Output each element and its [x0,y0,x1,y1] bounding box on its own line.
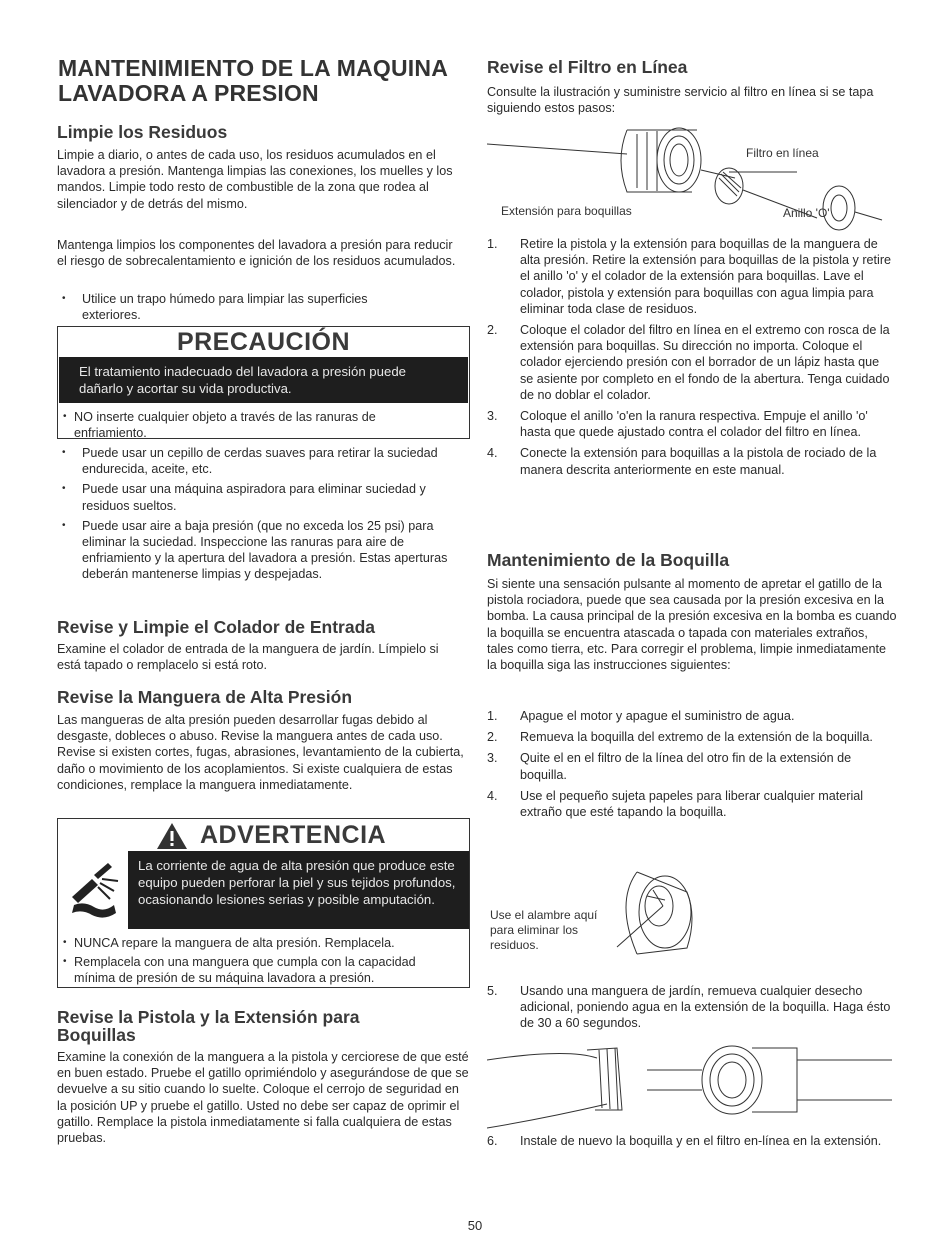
boquilla-paragraph: Si siente una sensación pulsante al momento de apretar el gatillo de la pistola rociadora, puede que sea causada por la presión excesiva en la bomba. La causa principal de la presión excesiva en la bomba es cuando la boquilla se encuentra atascada o tapada con materiales extraños, tales como tierra, etc. Para corregir el problema, limpie inmediatamente la boquilla siga las instrucciones siguientes: [487,577,897,673]
list-item: 6. Instale de nuevo la boquilla y en el filtro en-línea en la extensión. [487,1134,882,1148]
boquilla-steps-5 [487,983,895,1037]
colador-paragraph: Examine el colador de entrada de la manguera de jardín. Límpielo si está tapado o remplacelo si está roto. [57,642,439,673]
residuos-paragraph-2: Mantenga limpios los componentes del lavadora a presión para reducir el riesgo de sobrecalentamiento e ignición de los residuos acumulados. [57,238,456,269]
heading-pistola: Revise la Pistola y la Extensión para Boquillas [57,1007,360,1045]
warning-triangle-icon [156,822,188,850]
list-item: 2. Remueva la boquilla del extremo de la extensión de la boquilla. [487,730,873,745]
heading-limpie-residuos: Limpie los Residuos [57,122,228,142]
manguera-paragraph: Las mangueras de alta presión pueden desarrollar fugas debido al desgaste, dobleces o abuso. Revise la manguera antes de cada uso. Revise si existen cortes, fugas, abrasiones, levantamiento de la cubierta, daño o movimiento de los acoplamientos. Si existe cualquiera de estas condiciones, remplace la manguera inmediatamente. [57,713,464,792]
list-item: • Utilice un trapo húmedo para limpiar las superficies exteriores. [57,291,427,323]
advertencia-bullets [58,935,453,987]
nozzle-illustration [487,862,717,972]
label-filtro-en-linea: Filtro en línea [746,146,819,160]
list-item: 2. Coloque el colador del filtro en línea en el extremo con rosca de la extensión para boquillas. Su dirección no importa. Coloque el colador ejerciendo presión con el borrador de un lápiz hasta que se asiente por completo en el fondo de la abertura. Tenga cuidado de no doblar el colador. [487,323,890,402]
heading-manguera: Revise la Manguera de Alta Presión [57,687,353,707]
page-number: 50 [467,1218,483,1233]
residuos-bullet-list [57,291,427,323]
list-item: 1. Retire la pistola y la extensión para boquillas de la manguera de alta presión. Retire la extensión para boquillas de la pistola y retire el anillo 'o' y el colador de la extensión para boquillas. Lave el colador, pistola y extensión para boquillas con agua limpia para eliminar toda clase de residuos. [487,237,892,316]
boquilla-steps-6 [487,1133,895,1154]
skin-injection-hazard-icon [64,857,122,923]
precaucion-box [57,326,470,439]
list-item: • Puede usar aire a baja presión (que no exceda los 25 psi) para eliminar la suciedad. Inspeccione las ranuras para aire de enfriamiento y la apertura del lavadora a presión. Estas aperturas deberán mantenerse limpias y despejadas. [57,518,452,583]
cleaning-bullet-list [57,445,452,583]
list-item: • Puede usar una máquina aspiradora para eliminar suciedad y residuos sueltos. [57,481,452,513]
advertencia-message: La corriente de agua de alta presión que produce este equipo pueden perforar la piel y sus tejidos profundos, ocasionando lesiones serias y posible amputación. [128,851,469,929]
label-extension: Extensión para boquillas [501,204,632,218]
list-item: • NO inserte cualquier objeto a través de las ranuras de enfriamiento. [58,409,438,441]
precaucion-message: El tratamiento inadecuado del lavadora a presión puede dañarlo y acortar su vida productiva. [59,357,468,403]
filtro-paragraph: Consulte la ilustración y suministre servicio al filtro en línea si se tapa siguiendo estos pasos: [487,85,874,116]
pistola-paragraph: Examine la conexión de la manguera a la pistola y cerciorese de que esté en buen estado. Pruebe el gatillo oprimiéndolo y asegurándose de que se devuelve a su sitio cuando lo suelte. Coloque el cerrojo de seguridad en la posición UP y pruebe el gatillo. Usted no debe ser capaz de oprimir el gatillo. Remplace la pistola inmediatamente si falla cualquiera de estas pruebas. [57,1050,469,1146]
precaucion-bullets [58,409,438,441]
label-anillo: Anillo 'O' [783,206,830,220]
list-item: 4. Conecte la extensión para boquillas a la pistola de rociado de la manera descrita anteriormente en este manual. [487,446,877,477]
advertencia-box [57,818,470,988]
list-item: • Puede usar un cepillo de cerdas suaves para retirar la suciedad endurecida, aceite, etc. [57,445,452,477]
list-item: • Remplacela con una manguera que cumpla con la capacidad mínima de presión de su máquina lavadora a presión. [58,954,453,986]
heading-colador: Revise y Limpie el Colador de Entrada [57,617,376,637]
list-item: 5. Usando una manguera de jardín, remueva cualquier desecho adicional, poniendo agua en la extensión de la boquilla. Haga ésto de 30 a 60 segundos. [487,984,891,1031]
list-item: • NUNCA repare la manguera de alta presión. Remplacela. [58,935,453,951]
heading-boquilla: Mantenimiento de la Boquilla [487,550,730,570]
boquilla-steps [487,708,895,825]
advertencia-title: ADVERTENCIA [200,821,387,849]
residuos-paragraph-1: Limpie a diario, o antes de cada uso, los residuos acumulados en el lavadora a presión. Mantenga limpias las conexiones, los muelles y los mandos. Limpie todo resto de combustible de la zona que rodea al silenciador y de detrás del mismo. [57,148,453,211]
hose-illustration [487,1040,897,1132]
page-title: MANTENIMIENTO DE LA MAQUINA LAVADORA A PRESION [58,55,448,106]
label-alambre: Use el alambre aquí para eliminar los residuos. [490,908,598,952]
garden-hose-connection-icon [487,1040,897,1132]
filtro-steps [487,236,895,483]
list-item: 1. Apague el motor y apague el suministro de agua. [487,709,795,723]
list-item: 4. Use el pequeño sujeta papeles para liberar cualquier material extraño que esté tapando la boquilla. [487,788,864,820]
injection-hazard-icon-area [58,851,128,929]
list-item: 3. Quite el en el filtro de la línea del otro fin de la extensión de boquilla. [487,751,852,782]
list-item: 3. Coloque el anillo 'o'en la ranura respectiva. Empuje el anillo 'o' hasta que quede ajustado contra el colador del filtro en línea. [487,409,868,440]
precaucion-title: PRECAUCIÓN [176,328,351,356]
heading-filtro: Revise el Filtro en Línea [487,57,688,77]
filtro-illustration [487,120,897,232]
